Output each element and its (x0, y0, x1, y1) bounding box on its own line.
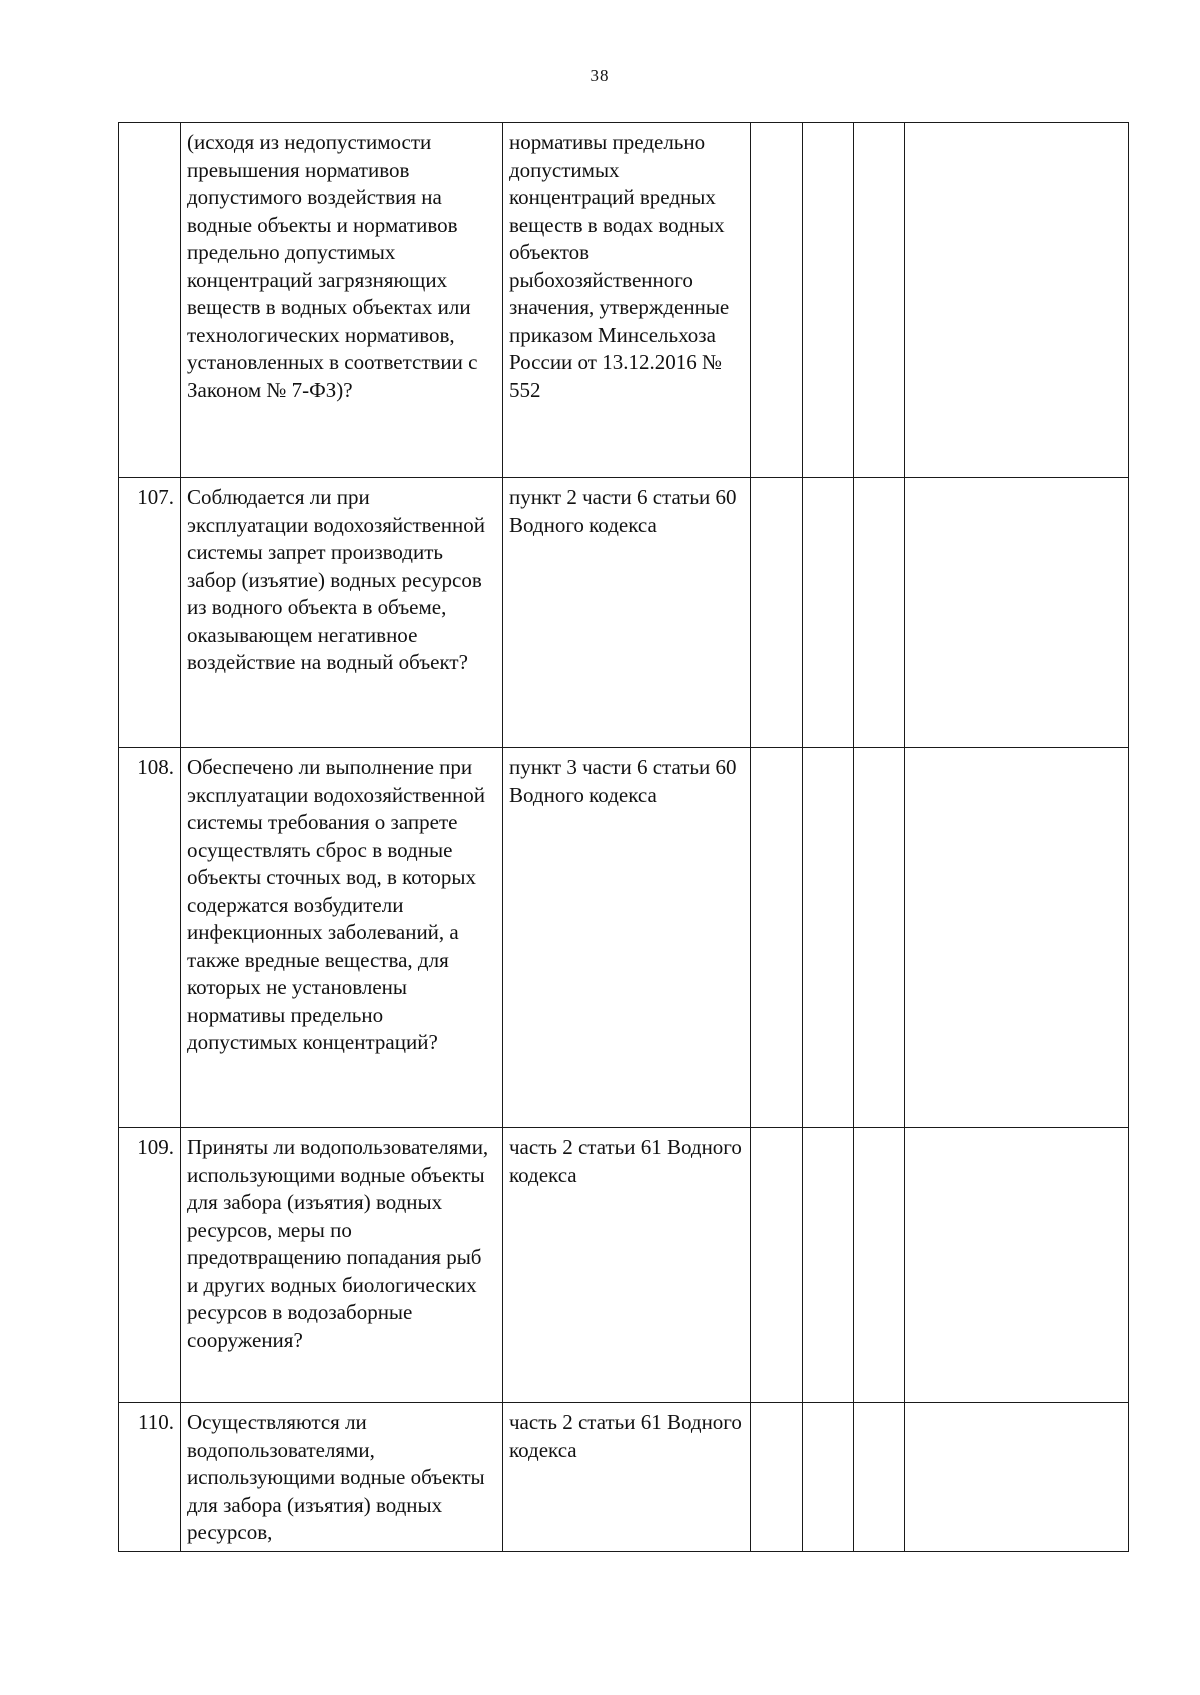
answer-yes-cell (751, 1403, 803, 1552)
table-row (119, 748, 1129, 1128)
table-row (119, 1128, 1129, 1403)
answer-na-cell (854, 748, 905, 1128)
answer-yes-cell (751, 123, 803, 478)
answer-no-cell (803, 1128, 854, 1403)
note-cell (905, 478, 1129, 748)
answer-yes-cell (751, 1128, 803, 1403)
note-cell (905, 1403, 1129, 1552)
note-cell (905, 123, 1129, 478)
answer-no-cell (803, 123, 854, 478)
note-cell (905, 1128, 1129, 1403)
answer-na-cell (854, 1128, 905, 1403)
question-cell: Осуществляются ли водопользователями, использующими водные объекты для забора (изъятия) водных ресурсов, (181, 1403, 503, 1552)
table-row (119, 123, 1129, 478)
page-number: 38 (590, 66, 610, 85)
reference-cell: пункт 2 части 6 статьи 60 Водного кодекса (503, 478, 751, 748)
question-cell: Обеспечено ли выполнение при эксплуатации водохозяйственной системы требования о запрете осуществлять сброс в водные объекты сточных вод, в которых содержатся возбудители инфекционных заболеваний, а также вредные вещества, для которых не установлены нормативы предельно допустимых концентраций? (181, 748, 503, 1128)
answer-yes-cell (751, 748, 803, 1128)
question-cell: Соблюдается ли при эксплуатации водохозяйственной системы запрет производить забор (изъятие) водных ресурсов из водного объекта в объеме, оказывающем негативное воздействие на водный объект? (181, 478, 503, 748)
question-cell: (исходя из недопустимости превышения нормативов допустимого воздействия на водные объекты и нормативов предельно допустимых концентраций загрязняющих веществ в водных объектах или технологических нормативов, установленных в соответствии с Законом № 7-ФЗ)? (181, 123, 503, 478)
row-number: 108. (119, 748, 181, 1128)
row-number (119, 123, 181, 478)
answer-na-cell (854, 123, 905, 478)
question-cell: Приняты ли водопользователями, использующими водные объекты для забора (изъятия) водных ресурсов, меры по предотвращению попадания рыб и других водных биологических ресурсов в водозаборные сооружения? (181, 1128, 503, 1403)
reference-cell: часть 2 статьи 61 Водного кодекса (503, 1403, 751, 1552)
answer-yes-cell (751, 478, 803, 748)
answer-na-cell (854, 1403, 905, 1552)
row-number: 110. (119, 1403, 181, 1552)
answer-no-cell (803, 1403, 854, 1552)
reference-cell: часть 2 статьи 61 Водного кодекса (503, 1128, 751, 1403)
reference-cell: нормативы предельно допустимых концентраций вредных веществ в водах водных объектов рыбохозяйственного значения, утвержденные приказом Минсельхоза России от 13.12.2016 № 552 (503, 123, 751, 478)
answer-no-cell (803, 748, 854, 1128)
row-number: 107. (119, 478, 181, 748)
note-cell (905, 748, 1129, 1128)
table-row (119, 478, 1129, 748)
row-number: 109. (119, 1128, 181, 1403)
reference-cell: пункт 3 части 6 статьи 60 Водного кодекса (503, 748, 751, 1128)
checklist-table (118, 122, 1129, 1552)
answer-no-cell (803, 478, 854, 748)
table-row (119, 1403, 1129, 1552)
answer-na-cell (854, 478, 905, 748)
